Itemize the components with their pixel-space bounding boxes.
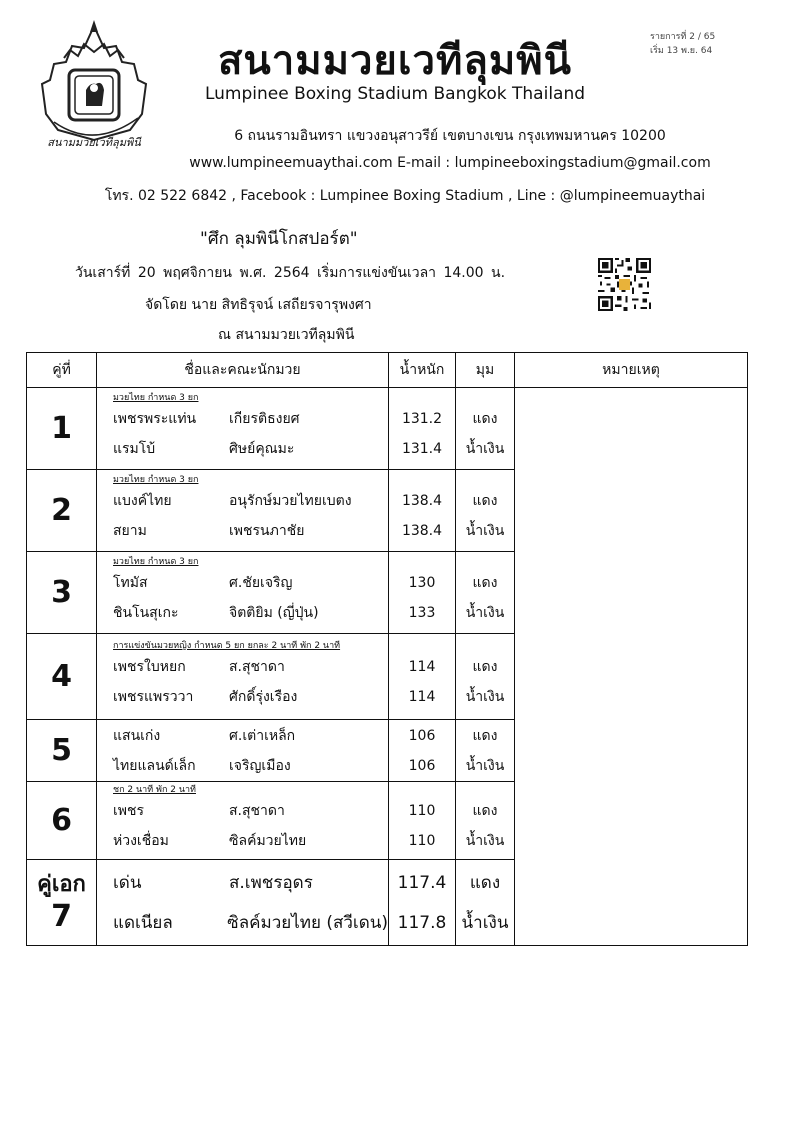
- fighter-corner: แดง: [472, 803, 498, 819]
- fighter-line: [97, 721, 388, 751]
- table-header-row: [27, 353, 748, 388]
- fighter-corner: แดง: [472, 493, 498, 509]
- fighter-weight: 114: [408, 689, 436, 705]
- fighter-name: แรมโบ้: [113, 441, 156, 457]
- stadium-address: 6 ถนนรามอินทรา แขวงอนุสาวรีย์ เขตบางเขน กรุงเทพมหานคร 10200: [234, 128, 666, 144]
- fighter-camp: ศ.เต่าเหล็ก: [229, 727, 296, 744]
- corner-cell: [456, 720, 515, 782]
- stadium-title-english: Lumpinee Boxing Stadium Bangkok Thailand: [204, 84, 586, 104]
- fighter-camp: เพชรนภาชัย: [229, 523, 305, 539]
- fighter-weight: 133: [408, 605, 436, 621]
- document-number: [650, 30, 715, 58]
- fighter-weight: 110: [408, 833, 436, 849]
- program-start-date: เริ่ม 13 พ.ย. 64: [650, 46, 713, 56]
- fighters-cell: [97, 552, 389, 634]
- fighter-corner: แดง: [472, 575, 498, 591]
- fighter-corner: น้ำเงิน: [465, 689, 505, 705]
- fighter-corner: น้ำเงิน: [465, 441, 505, 457]
- bout-number: 3: [51, 575, 72, 610]
- header-fighter-camp: ชื่อและคณะนักมวย: [97, 353, 389, 388]
- fighter-camp: จิตติยิม (ญี่ปุ่น): [229, 605, 319, 621]
- corner-cell: [456, 634, 515, 720]
- fighter-name: ไทยแลนด์เล็ก: [113, 757, 196, 774]
- main-event-label: คู่เอก: [37, 872, 86, 897]
- bout-number-cell: [27, 782, 97, 860]
- fighter-name: โทมัส: [113, 575, 148, 591]
- bout-number-cell: [27, 552, 97, 634]
- fighters-cell: [97, 782, 389, 860]
- fighter-weight: 106: [408, 727, 436, 744]
- fighter-line: [97, 516, 388, 546]
- fighter-weight: 131.2: [401, 411, 443, 427]
- fighter-line: [97, 434, 388, 464]
- fighter-corner: น้ำเงิน: [461, 913, 509, 933]
- bout-rule: มวยไทย กำหนด 3 ยก: [113, 393, 199, 403]
- bout-number: 1: [51, 411, 72, 446]
- fighter-weight: 138.4: [401, 523, 443, 539]
- qr-code-icon: [598, 258, 651, 311]
- fighter-camp: ศ.ชัยเจริญ: [229, 575, 293, 591]
- fighter-camp: ศิษย์คุณมะ: [229, 441, 295, 457]
- bout-number-cell: [27, 388, 97, 470]
- bout-number: 2: [51, 493, 72, 528]
- fighter-weight: 138.4: [401, 493, 443, 509]
- fighter-line: [97, 863, 388, 903]
- fighter-name: เด่น: [113, 873, 142, 893]
- fighter-line: [97, 568, 388, 598]
- fighter-line: [97, 751, 388, 781]
- stadium-logo: [34, 18, 154, 153]
- bout-number: 7: [51, 899, 72, 934]
- fighter-line: [97, 826, 388, 856]
- weight-cell: [389, 470, 456, 552]
- weight-cell: [389, 720, 456, 782]
- bout-number: 5: [51, 733, 72, 768]
- bout-number: 4: [51, 659, 72, 694]
- contact-phone-social: โทร. 02 522 6842 , Facebook : Lumpinee Boxing Stadium , Line : @lumpineemuaythai: [104, 188, 706, 204]
- stadium-title-thai: สนามมวยเวทีลุมพินี: [218, 38, 572, 84]
- weight-cell: [389, 552, 456, 634]
- header-remarks: หมายเหตุ: [515, 353, 748, 388]
- fighter-weight: 117.8: [397, 912, 447, 933]
- bout-rule: ชก 2 นาที พัก 2 นาที: [113, 785, 196, 795]
- fighter-corner: น้ำเงิน: [465, 757, 505, 774]
- weight-cell: [389, 634, 456, 720]
- fighter-weight: 110: [408, 803, 436, 819]
- fighters-cell: [97, 634, 389, 720]
- fighter-camp: ส.เพชรอุดร: [229, 873, 313, 893]
- fighter-corner: น้ำเงิน: [465, 605, 505, 621]
- weight-cell: [389, 388, 456, 470]
- fighter-weight: 106: [408, 757, 436, 774]
- weight-cell: [389, 860, 456, 946]
- bout-table: [26, 352, 748, 946]
- bout-number-cell: [27, 470, 97, 552]
- corner-cell: [456, 470, 515, 552]
- corner-cell: [456, 552, 515, 634]
- fighter-corner: แดง: [469, 873, 501, 893]
- svg-text:สนามมวยเวทีลุมพินี: สนามมวยเวทีลุมพินี: [47, 136, 141, 149]
- fighter-weight: 114: [408, 659, 436, 675]
- bout-rule: มวยไทย กำหนด 3 ยก: [113, 557, 199, 567]
- fighter-corner: แดง: [472, 659, 498, 675]
- fighter-line: [97, 598, 388, 628]
- fighter-name: แบงค์ไทย: [113, 493, 172, 509]
- fighter-camp: ซิลค์มวยไทย (สวีเดน): [227, 913, 388, 933]
- fighter-weight: 131.4: [401, 441, 443, 457]
- bout-number-cell: [27, 860, 97, 946]
- fighter-weight: 117.4: [397, 872, 447, 893]
- event-name: "ศึก ลุมพินีโกสปอร์ต": [200, 229, 358, 249]
- weight-cell: [389, 782, 456, 860]
- fighters-cell: [97, 860, 389, 946]
- fighter-corner: น้ำเงิน: [465, 523, 505, 539]
- fighters-cell: [97, 470, 389, 552]
- header-bout-number: คู่ที่: [27, 353, 97, 388]
- header-corner: มุม: [456, 353, 515, 388]
- remarks-cell: [515, 388, 748, 946]
- fighter-name: ห่วงเชื่อม: [113, 833, 169, 849]
- corner-cell: [456, 782, 515, 860]
- fighter-name: เพชรแพรววา: [113, 689, 194, 705]
- fighter-line: [97, 796, 388, 826]
- program-number: รายการที่ 2 / 65: [650, 32, 716, 42]
- fighters-cell: [97, 388, 389, 470]
- fighter-camp: เกียรติธงยศ: [229, 411, 300, 427]
- fighter-camp: อนุรักษ์มวยไทยเบตง: [229, 493, 352, 509]
- fighter-line: [97, 652, 388, 682]
- fighter-corner: แดง: [472, 727, 498, 744]
- fighter-camp: ส.สุชาดา: [229, 659, 285, 675]
- corner-cell: [456, 388, 515, 470]
- fighter-name: เพชร: [113, 803, 145, 819]
- bout-row: [27, 388, 748, 470]
- fighter-camp: ส.สุชาดา: [229, 803, 285, 819]
- bout-number-cell: [27, 634, 97, 720]
- header-weight: น้ำหนัก: [389, 353, 456, 388]
- fighter-name: แดเนียล: [113, 913, 173, 933]
- fighter-corner: แดง: [472, 411, 498, 427]
- fighter-line: [97, 903, 388, 943]
- bout-rule: มวยไทย กำหนด 3 ยก: [113, 475, 199, 485]
- fighter-camp: ศักดิ์รุ่งเรือง: [229, 689, 298, 705]
- fighter-name: แสนเก่ง: [113, 727, 161, 744]
- bout-number: 6: [51, 803, 72, 838]
- fighters-cell: [97, 720, 389, 782]
- bout-number-cell: [27, 720, 97, 782]
- fighter-name: เพชรพระแท่น: [113, 411, 197, 427]
- fighter-line: [97, 486, 388, 516]
- corner-cell: [456, 860, 515, 946]
- fighter-line: [97, 682, 388, 712]
- event-date: วันเสาร์ที่ 20 พฤศจิกายน พ.ศ. 2564 เริ่มการแข่งขันเวลา 14.00 น.: [75, 265, 506, 281]
- fighter-corner: น้ำเงิน: [465, 833, 505, 849]
- fighter-name: สยาม: [113, 523, 147, 539]
- fighter-name: เพชรใบหยก: [113, 659, 186, 675]
- website-email: www.lumpineemuaythai.com E-mail : lumpineeboxingstadium@gmail.com: [189, 155, 711, 171]
- event-organizer: จัดโดย นาย สิทธิรุจน์ เสถียรจารุพงศา: [145, 297, 372, 313]
- fighter-name: ชินโนสุเกะ: [113, 605, 179, 621]
- bout-rule: การแข่งขันมวยหญิง กำหนด 5 ยก ยกละ 2 นาที พัก 2 นาที: [113, 641, 341, 651]
- fighter-line: [97, 404, 388, 434]
- event-venue: ณ สนามมวยเวทีลุมพินี: [218, 327, 355, 343]
- fighter-camp: เจริญเมือง: [229, 757, 291, 774]
- fighter-camp: ซิลค์มวยไทย: [229, 833, 307, 849]
- fighter-weight: 130: [408, 575, 436, 591]
